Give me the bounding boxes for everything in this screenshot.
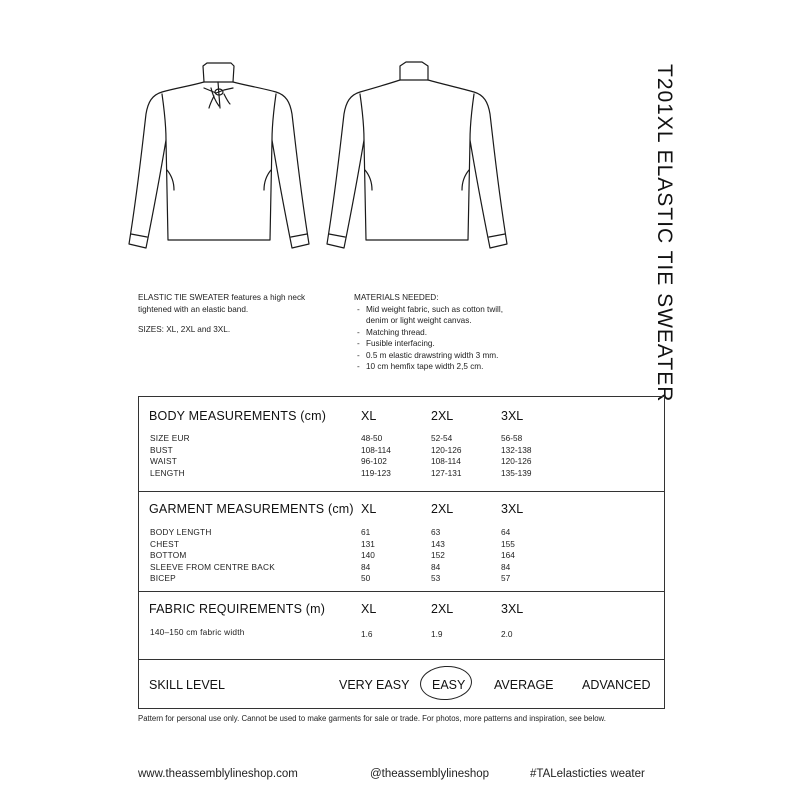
table-cell: 84 — [361, 561, 371, 572]
size-header: 2XL — [431, 409, 454, 423]
table-cell: 135-139 — [501, 467, 532, 478]
row-label: LENGTH — [150, 467, 185, 478]
table-cell: 2.0 — [501, 629, 513, 639]
hashtag[interactable]: #TALelasticties weater — [530, 768, 645, 780]
description-line-1: ELASTIC TIE SWEATER features a high neck — [138, 293, 306, 302]
table-cell: 127-131 — [431, 467, 462, 478]
table-cell: 119-123 — [361, 467, 391, 478]
table-cell: 52-54 — [431, 433, 453, 443]
table-cell: 1.6 — [361, 629, 373, 639]
size-header: XL — [361, 409, 377, 423]
table-cell: 120-126 — [431, 444, 462, 455]
table-cell: 140 — [361, 550, 375, 560]
row-label: BICEP — [150, 573, 176, 583]
table-cell: 1.9 — [431, 629, 443, 639]
fabric-requirements-heading: FABRIC REQUIREMENTS (m) — [149, 602, 326, 616]
measurements-table — [138, 396, 665, 709]
material-item: - 0.5 m elastic drawstring width 3 mm. — [354, 350, 574, 362]
row-label: BUST — [150, 444, 173, 455]
materials-block — [354, 292, 574, 373]
sizes-text: SIZES: XL, 2XL and 3XL. — [138, 325, 231, 334]
usage-note: Pattern for personal use only. Cannot be used to make garments for sale or trade. For photos, more patterns and inspiration, see below. — [138, 714, 606, 723]
size-header: XL — [361, 502, 377, 516]
material-item: - Fusible interfacing. — [354, 338, 574, 350]
table-cell: 57 — [501, 573, 511, 583]
table-cell: 53 — [431, 573, 441, 583]
material-item: - 10 cm hemfix tape width 2,5 cm. — [354, 361, 574, 373]
body-measurements-heading: BODY MEASUREMENTS (cm) — [149, 409, 327, 423]
table-cell: 84 — [501, 561, 511, 572]
table-cell: 155 — [501, 538, 515, 549]
size-header: 2XL — [431, 602, 454, 616]
size-header: 3XL — [501, 602, 524, 616]
row-label: BOTTOM — [150, 550, 187, 560]
size-header: 3XL — [501, 409, 524, 423]
materials-heading: MATERIALS NEEDED: — [354, 293, 439, 302]
row-label: 140–150 cm fabric width — [150, 627, 245, 637]
table-cell: 84 — [431, 561, 441, 572]
description-line-2: tightened with an elastic band. — [138, 304, 249, 314]
table-cell: 63 — [431, 527, 441, 537]
size-header: 3XL — [501, 502, 524, 516]
row-label: WAIST — [150, 456, 177, 466]
pattern-title: T201XL ELASTIC TIE SWEATER — [653, 64, 676, 403]
website-link[interactable]: www.theassemblylineshop.com — [138, 768, 298, 780]
table-cell: 164 — [501, 550, 515, 560]
skill-very-easy: VERY EASY — [339, 678, 410, 692]
row-label: CHEST — [150, 538, 180, 549]
table-cell: 132-138 — [501, 444, 532, 455]
table-cell: 56-58 — [501, 433, 523, 443]
row-label: SLEEVE FROM CENTRE BACK — [150, 561, 275, 572]
size-header: 2XL — [431, 502, 454, 516]
table-cell: 50 — [361, 573, 371, 583]
table-cell: 108-114 — [361, 444, 391, 455]
body-measurements-section — [139, 397, 664, 492]
table-cell: 61 — [361, 527, 371, 537]
table-cell: 131 — [361, 538, 375, 549]
skill-easy: EASY — [432, 678, 466, 692]
garment-measurements-heading: GARMENT MEASUREMENTS (cm) — [149, 502, 354, 516]
description — [138, 292, 338, 336]
row-label: BODY LENGTH — [150, 527, 212, 537]
table-cell: 143 — [431, 538, 445, 549]
table-cell: 64 — [501, 527, 511, 537]
back-view-sketch — [318, 58, 508, 258]
material-item: - Matching thread. — [354, 327, 574, 339]
table-cell: 96-102 — [361, 456, 387, 466]
skill-average: AVERAGE — [494, 678, 554, 692]
front-view-sketch — [120, 58, 310, 258]
size-header: XL — [361, 602, 377, 616]
garment-measurements-section — [139, 492, 664, 592]
social-handle[interactable]: @theassemblylineshop — [370, 768, 490, 780]
fabric-requirements-section — [139, 592, 664, 660]
skill-level-label: SKILL LEVEL — [149, 678, 225, 692]
table-cell: 120-126 — [501, 456, 532, 466]
row-label: SIZE EUR — [150, 433, 190, 443]
table-cell: 152 — [431, 550, 445, 560]
table-cell: 48-50 — [361, 433, 383, 443]
skill-advanced: ADVANCED — [582, 678, 651, 692]
material-item: - Mid weight fabric, such as cotton twill, denim or light weight canvas. — [354, 304, 574, 327]
table-cell: 108-114 — [431, 456, 461, 466]
